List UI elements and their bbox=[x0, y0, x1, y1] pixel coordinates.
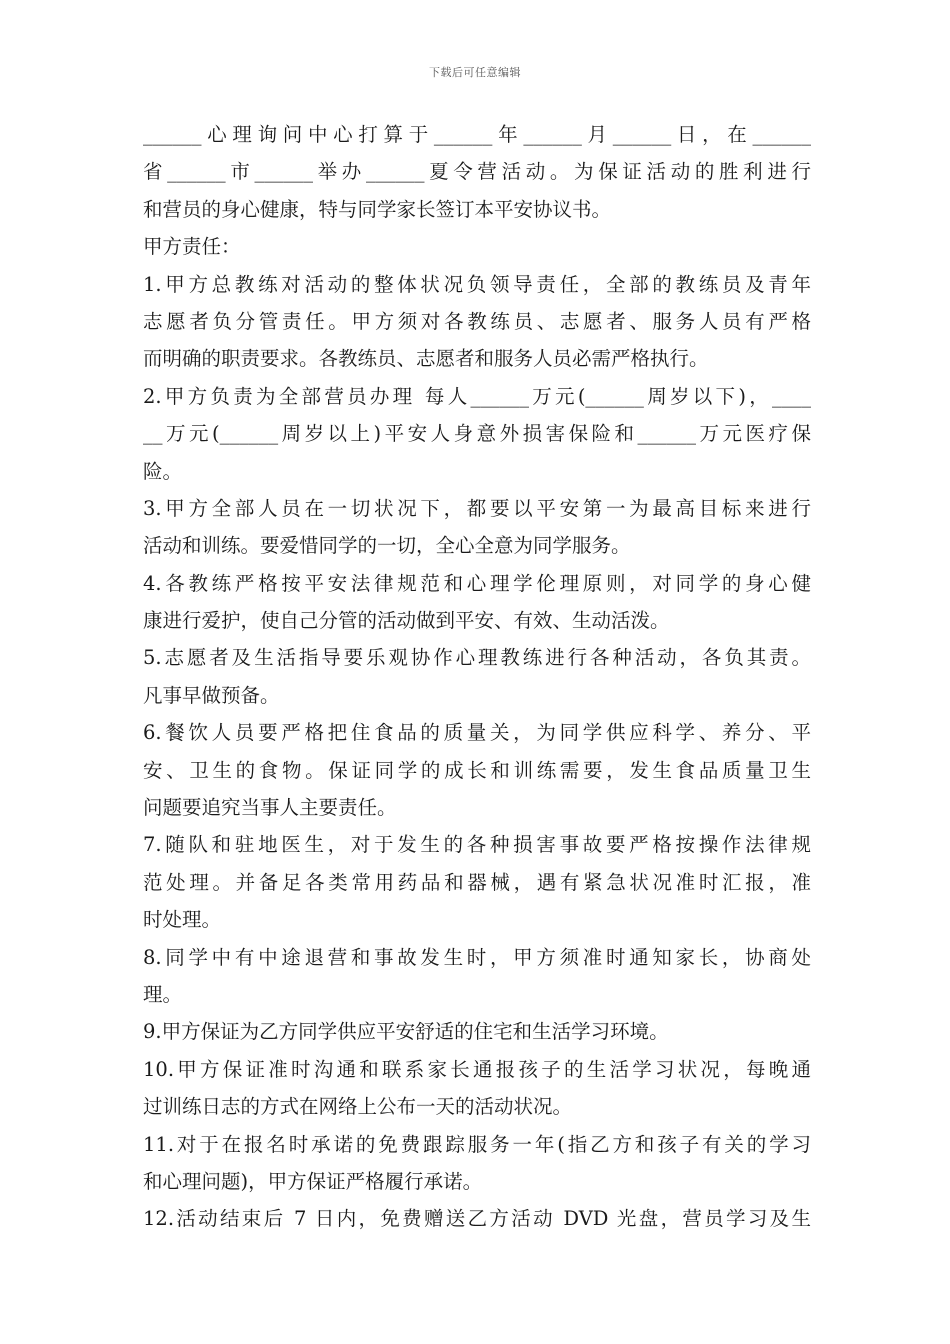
section-heading: 甲方责任： bbox=[143, 235, 241, 259]
text-line: 活动和训练。要爱惜同学的一切，全心全意为同学服务。 bbox=[143, 534, 631, 558]
text-line: __万元(______周岁以上)平安人身意外损害保险和______万元医疗保 bbox=[143, 422, 811, 446]
text-line: 5.志愿者及生活指导要乐观协作心理教练进行各种活动，各负其责。 bbox=[143, 646, 811, 670]
page-header: 下载后可任意编辑 bbox=[429, 66, 521, 79]
text-line: 7.随队和驻地医生，对于发生的各种损害事故要严格按操作法律规 bbox=[143, 833, 811, 857]
text-line: 11.对于在报名时承诺的免费跟踪服务一年(指乙方和孩子有关的学习 bbox=[143, 1132, 811, 1156]
text-line: 险。 bbox=[143, 459, 183, 483]
text-line: ______心理询问中心打算于______年______月______日，在______ bbox=[143, 123, 811, 146]
text-line: 和营员的身心健康，特与同学家长签订本平安协议书。 bbox=[143, 197, 612, 221]
text-line: 1.甲方总教练对活动的整体状况负领导责任，全部的教练员及青年 bbox=[143, 272, 811, 296]
text-line: 时处理。 bbox=[143, 908, 222, 932]
text-line: 而明确的职责要求。各教练员、志愿者和服务人员必需严格执行。 bbox=[143, 347, 709, 371]
text-line: 9.甲方保证为乙方同学供应平安舒适的住宅和生活学习环境。 bbox=[143, 1020, 669, 1044]
text-line: 康进行爱护，使自己分管的活动做到平安、有效、生动活泼。 bbox=[143, 609, 670, 633]
text-line: 过训练日志的方式在网络上公布一天的活动状况。 bbox=[143, 1095, 573, 1119]
text-line: 2.甲方负责为全部营员办理 每人______万元(______周岁以下)，____ bbox=[143, 384, 811, 408]
text-line: 志愿者负分管责任。甲方须对各教练员、志愿者、服务人员有严格 bbox=[143, 309, 811, 333]
text-line: 理。 bbox=[143, 982, 183, 1006]
text-line: 凡事早做预备。 bbox=[143, 683, 280, 707]
text-line: 省______市______举办______夏令营活动。为保证活动的胜利进行 bbox=[143, 160, 811, 184]
text-line: 3.甲方全部人员在一切状况下，都要以平安第一为最高目标来进行 bbox=[143, 496, 811, 520]
text-line: 10.甲方保证准时沟通和联系家长通报孩子的生活学习状况，每晚通 bbox=[143, 1057, 811, 1081]
document-body bbox=[143, 116, 811, 1238]
text-line: 12.活动结束后 7 日内，免费赠送乙方活动 DVD 光盘，营员学习及生 bbox=[143, 1207, 811, 1231]
text-line: 8.同学中有中途退营和事故发生时，甲方须准时通知家长，协商处 bbox=[143, 945, 811, 969]
text-line: 范处理。并备足各类常用药品和器械，遇有紧急状况准时汇报，准 bbox=[143, 870, 811, 894]
text-line: 和心理问题)，甲方保证严格履行承诺。 bbox=[143, 1169, 483, 1193]
text-line: 问题要追究当事人主要责任。 bbox=[143, 796, 397, 820]
text-line: 6.餐饮人员要严格把住食品的质量关，为同学供应科学、养分、平 bbox=[143, 721, 811, 745]
text-line: 安、卫生的食物。保证同学的成长和训练需要，发生食品质量卫生 bbox=[143, 758, 811, 782]
text-line: 4.各教练严格按平安法律规范和心理学伦理原则，对同学的身心健 bbox=[143, 571, 811, 595]
